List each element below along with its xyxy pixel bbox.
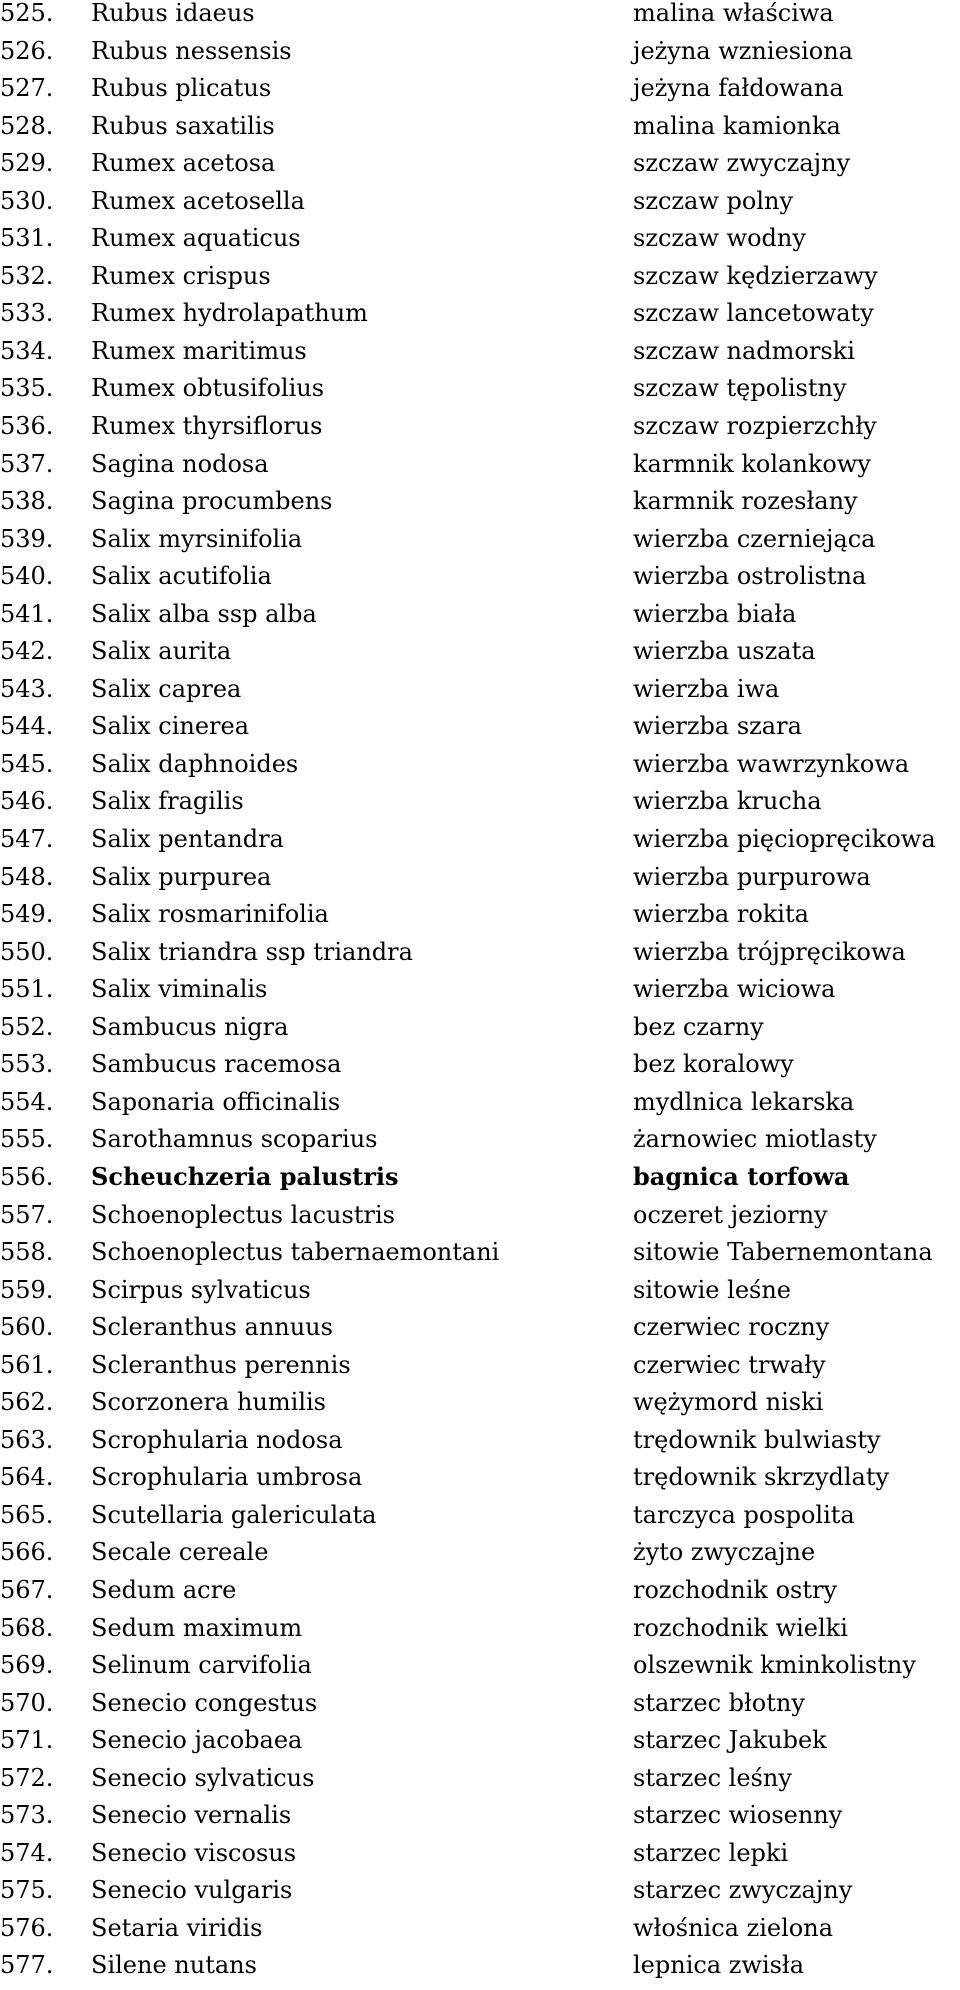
row-number: 567. bbox=[0, 1575, 54, 1604]
latin-name: Senecio viscosus bbox=[91, 1838, 297, 1867]
latin-name: Rumex obtusifolius bbox=[91, 374, 325, 403]
species-row bbox=[0, 1051, 960, 1089]
species-row bbox=[0, 1427, 960, 1465]
polish-name: wierzba czerniejąca bbox=[633, 524, 876, 553]
row-number: 555. bbox=[0, 1125, 54, 1154]
latin-name: Scleranthus annuus bbox=[91, 1313, 333, 1342]
polish-name: wężymord niski bbox=[633, 1388, 824, 1417]
polish-name: wierzba pięciopręcikowa bbox=[633, 825, 936, 854]
row-number: 540. bbox=[0, 562, 54, 591]
polish-name: starzec wiosenny bbox=[633, 1801, 843, 1830]
row-number: 541. bbox=[0, 599, 54, 628]
polish-name: sitowie Tabernemontana bbox=[633, 1238, 933, 1267]
row-number: 545. bbox=[0, 749, 54, 778]
species-row bbox=[0, 1126, 960, 1164]
latin-name: Rubus idaeus bbox=[91, 0, 255, 27]
row-number: 528. bbox=[0, 111, 54, 140]
latin-name: Rumex aquaticus bbox=[91, 224, 301, 253]
species-row bbox=[0, 413, 960, 451]
row-number: 525. bbox=[0, 0, 54, 27]
polish-name: bez czarny bbox=[633, 1012, 764, 1041]
row-number: 574. bbox=[0, 1838, 54, 1867]
polish-name: szczaw lancetowaty bbox=[633, 299, 874, 328]
species-row bbox=[0, 263, 960, 301]
species-row bbox=[0, 225, 960, 263]
polish-name: szczaw tępolistny bbox=[633, 374, 847, 403]
polish-name: rozchodnik wielki bbox=[633, 1613, 848, 1642]
polish-name: sitowie leśne bbox=[633, 1275, 791, 1304]
row-number: 538. bbox=[0, 487, 54, 516]
row-number: 570. bbox=[0, 1688, 54, 1717]
row-number: 554. bbox=[0, 1087, 54, 1116]
latin-name: Salix myrsinifolia bbox=[91, 524, 303, 553]
latin-name: Salix alba ssp alba bbox=[91, 599, 317, 628]
latin-name: Rumex hydrolapathum bbox=[91, 299, 368, 328]
latin-name: Scirpus sylvaticus bbox=[91, 1275, 311, 1304]
polish-name: włośnica zielona bbox=[633, 1913, 834, 1942]
species-row bbox=[0, 1539, 960, 1577]
latin-name: Scheuchzeria palustris bbox=[91, 1161, 399, 1191]
latin-name: Rumex acetosella bbox=[91, 186, 305, 215]
polish-name: olszewnik kminkolistny bbox=[633, 1651, 916, 1680]
row-number: 535. bbox=[0, 374, 54, 403]
row-number: 564. bbox=[0, 1463, 54, 1492]
polish-name: trędownik skrzydlaty bbox=[633, 1463, 890, 1492]
row-number: 548. bbox=[0, 862, 54, 891]
row-number: 566. bbox=[0, 1538, 54, 1567]
polish-name: mydlnica lekarska bbox=[633, 1087, 855, 1116]
latin-name: Secale cereale bbox=[91, 1538, 269, 1567]
polish-name: karmnik rozesłany bbox=[633, 487, 858, 516]
polish-name: jeżyna wzniesiona bbox=[633, 36, 853, 65]
latin-name: Salix caprea bbox=[91, 674, 242, 703]
species-row bbox=[0, 901, 960, 939]
latin-name: Rubus nessensis bbox=[91, 36, 292, 65]
row-number: 534. bbox=[0, 336, 54, 365]
polish-name: jeżyna fałdowana bbox=[633, 74, 844, 103]
polish-name: żarnowiec miotlasty bbox=[633, 1125, 877, 1154]
row-number: 575. bbox=[0, 1876, 54, 1905]
latin-name: Sedum maximum bbox=[91, 1613, 303, 1642]
species-row bbox=[0, 113, 960, 151]
species-row bbox=[0, 1915, 960, 1953]
row-number: 542. bbox=[0, 637, 54, 666]
species-row bbox=[0, 375, 960, 413]
species-row bbox=[0, 451, 960, 489]
latin-name: Scorzonera humilis bbox=[91, 1388, 326, 1417]
species-row bbox=[0, 1952, 960, 1990]
latin-name: Rumex maritimus bbox=[91, 336, 307, 365]
species-row bbox=[0, 150, 960, 188]
polish-name: czerwiec roczny bbox=[633, 1313, 830, 1342]
row-number: 576. bbox=[0, 1913, 54, 1942]
latin-name: Scrophularia nodosa bbox=[91, 1425, 343, 1454]
latin-name: Salix aurita bbox=[91, 637, 232, 666]
latin-name: Sambucus racemosa bbox=[91, 1050, 342, 1079]
polish-name: rozchodnik ostry bbox=[633, 1575, 838, 1604]
species-row bbox=[0, 563, 960, 601]
latin-name: Selinum carvifolia bbox=[91, 1651, 312, 1680]
species-row bbox=[0, 300, 960, 338]
species-row bbox=[0, 1352, 960, 1390]
row-number: 563. bbox=[0, 1425, 54, 1454]
species-row bbox=[0, 1464, 960, 1502]
latin-name: Scleranthus perennis bbox=[91, 1350, 351, 1379]
polish-name: wierzba krucha bbox=[633, 787, 822, 816]
latin-name: Salix triandra ssp triandra bbox=[91, 937, 413, 966]
latin-name: Sedum acre bbox=[91, 1575, 237, 1604]
row-number: 561. bbox=[0, 1350, 54, 1379]
species-row bbox=[0, 1877, 960, 1915]
species-row bbox=[0, 1277, 960, 1315]
latin-name: Salix cinerea bbox=[91, 712, 250, 741]
species-row bbox=[0, 75, 960, 113]
row-number: 546. bbox=[0, 787, 54, 816]
latin-name: Sagina nodosa bbox=[91, 449, 269, 478]
row-number: 529. bbox=[0, 149, 54, 178]
polish-name: trędownik bulwiasty bbox=[633, 1425, 881, 1454]
polish-name: szczaw nadmorski bbox=[633, 336, 855, 365]
species-row bbox=[0, 751, 960, 789]
row-number: 526. bbox=[0, 36, 54, 65]
species-row bbox=[0, 1202, 960, 1240]
polish-name: wierzba szara bbox=[633, 712, 802, 741]
polish-name: wierzba trójpręcikowa bbox=[633, 937, 906, 966]
row-number: 562. bbox=[0, 1388, 54, 1417]
row-number: 553. bbox=[0, 1050, 54, 1079]
polish-name: starzec błotny bbox=[633, 1688, 805, 1717]
polish-name: starzec lepki bbox=[633, 1838, 789, 1867]
latin-name: Senecio sylvaticus bbox=[91, 1763, 315, 1792]
latin-name: Salix viminalis bbox=[91, 975, 268, 1004]
species-row bbox=[0, 826, 960, 864]
polish-name: karmnik kolankowy bbox=[633, 449, 871, 478]
species-row bbox=[0, 976, 960, 1014]
row-number: 527. bbox=[0, 74, 54, 103]
species-row bbox=[0, 1239, 960, 1277]
polish-name: szczaw zwyczajny bbox=[633, 149, 851, 178]
latin-name: Rumex thyrsiflorus bbox=[91, 412, 323, 441]
latin-name: Sarothamnus scoparius bbox=[91, 1125, 378, 1154]
latin-name: Schoenoplectus lacustris bbox=[91, 1200, 395, 1229]
species-row bbox=[0, 601, 960, 639]
row-number: 572. bbox=[0, 1763, 54, 1792]
polish-name: starzec leśny bbox=[633, 1763, 792, 1792]
species-row bbox=[0, 1765, 960, 1803]
latin-name: Rumex crispus bbox=[91, 261, 271, 290]
species-row bbox=[0, 1840, 960, 1878]
polish-name: szczaw polny bbox=[633, 186, 794, 215]
latin-name: Scutellaria galericulata bbox=[91, 1500, 377, 1529]
species-row bbox=[0, 713, 960, 751]
row-number: 569. bbox=[0, 1651, 54, 1680]
row-number: 550. bbox=[0, 937, 54, 966]
species-row bbox=[0, 526, 960, 564]
polish-name: wierzba iwa bbox=[633, 674, 780, 703]
row-number: 543. bbox=[0, 674, 54, 703]
row-number: 560. bbox=[0, 1313, 54, 1342]
species-row bbox=[0, 1690, 960, 1728]
row-number: 557. bbox=[0, 1200, 54, 1229]
polish-name: starzec zwyczajny bbox=[633, 1876, 853, 1905]
polish-name: szczaw kędzierzawy bbox=[633, 261, 878, 290]
latin-name: Sagina procumbens bbox=[91, 487, 333, 516]
species-row bbox=[0, 338, 960, 376]
polish-name: starzec Jakubek bbox=[633, 1726, 827, 1755]
species-row bbox=[0, 638, 960, 676]
species-row bbox=[0, 1802, 960, 1840]
polish-name: malina właściwa bbox=[633, 0, 834, 27]
polish-name: czerwiec trwały bbox=[633, 1350, 826, 1379]
latin-name: Salix daphnoides bbox=[91, 749, 299, 778]
species-row bbox=[0, 38, 960, 76]
latin-name: Salix rosmarinifolia bbox=[91, 900, 329, 929]
species-row bbox=[0, 488, 960, 526]
latin-name: Salix fragilis bbox=[91, 787, 244, 816]
polish-name: szczaw wodny bbox=[633, 224, 806, 253]
polish-name: bez koralowy bbox=[633, 1050, 794, 1079]
row-number: 552. bbox=[0, 1012, 54, 1041]
latin-name: Senecio congestus bbox=[91, 1688, 318, 1717]
species-row bbox=[0, 1615, 960, 1653]
polish-name: wierzba ostrolistna bbox=[633, 562, 867, 591]
species-row bbox=[0, 1502, 960, 1540]
species-row bbox=[0, 1314, 960, 1352]
latin-name: Salix purpurea bbox=[91, 862, 272, 891]
row-number: 568. bbox=[0, 1613, 54, 1642]
row-number: 537. bbox=[0, 449, 54, 478]
species-row bbox=[0, 939, 960, 977]
row-number: 536. bbox=[0, 412, 54, 441]
row-number: 571. bbox=[0, 1726, 54, 1755]
polish-name: wierzba wiciowa bbox=[633, 975, 836, 1004]
polish-name: wierzba purpurowa bbox=[633, 862, 871, 891]
latin-name: Saponaria officinalis bbox=[91, 1087, 341, 1116]
row-number: 558. bbox=[0, 1238, 54, 1267]
row-number: 530. bbox=[0, 186, 54, 215]
latin-name: Senecio vulgaris bbox=[91, 1876, 293, 1905]
polish-name: oczeret jeziorny bbox=[633, 1200, 828, 1229]
species-row bbox=[0, 1089, 960, 1127]
species-row bbox=[0, 788, 960, 826]
polish-name: lepnica zwisła bbox=[633, 1951, 805, 1980]
species-row bbox=[0, 1577, 960, 1615]
row-number: 544. bbox=[0, 712, 54, 741]
polish-name: wierzba wawrzynkowa bbox=[633, 749, 910, 778]
polish-name: bagnica torfowa bbox=[633, 1161, 850, 1191]
latin-name: Senecio vernalis bbox=[91, 1801, 292, 1830]
row-number: 539. bbox=[0, 524, 54, 553]
latin-name: Rumex acetosa bbox=[91, 149, 276, 178]
species-row bbox=[0, 1727, 960, 1765]
row-number: 556. bbox=[0, 1162, 54, 1191]
species-row bbox=[0, 188, 960, 226]
latin-name: Rubus saxatilis bbox=[91, 111, 275, 140]
row-number: 559. bbox=[0, 1275, 54, 1304]
species-row bbox=[0, 1652, 960, 1690]
polish-name: wierzba biała bbox=[633, 599, 797, 628]
polish-name: żyto zwyczajne bbox=[633, 1538, 816, 1567]
row-number: 573. bbox=[0, 1801, 54, 1830]
latin-name: Salix pentandra bbox=[91, 825, 284, 854]
latin-name: Silene nutans bbox=[91, 1951, 257, 1980]
polish-name: wierzba rokita bbox=[633, 900, 809, 929]
row-number: 549. bbox=[0, 900, 54, 929]
latin-name: Setaria viridis bbox=[91, 1913, 263, 1942]
latin-name: Rubus plicatus bbox=[91, 74, 272, 103]
row-number: 551. bbox=[0, 975, 54, 1004]
species-row bbox=[0, 0, 960, 38]
row-number: 532. bbox=[0, 261, 54, 290]
latin-name: Sambucus nigra bbox=[91, 1012, 289, 1041]
species-row bbox=[0, 676, 960, 714]
polish-name: szczaw rozpierzchły bbox=[633, 412, 877, 441]
row-number: 565. bbox=[0, 1500, 54, 1529]
species-row bbox=[0, 864, 960, 902]
latin-name: Schoenoplectus tabernaemontani bbox=[91, 1238, 500, 1267]
latin-name: Senecio jacobaea bbox=[91, 1726, 303, 1755]
latin-name: Salix acutifolia bbox=[91, 562, 272, 591]
species-row bbox=[0, 1161, 960, 1202]
polish-name: tarczyca pospolita bbox=[633, 1500, 855, 1529]
latin-name: Scrophularia umbrosa bbox=[91, 1463, 363, 1492]
species-row bbox=[0, 1389, 960, 1427]
polish-name: wierzba uszata bbox=[633, 637, 816, 666]
species-row bbox=[0, 1014, 960, 1052]
row-number: 531. bbox=[0, 224, 54, 253]
row-number: 577. bbox=[0, 1951, 54, 1980]
polish-name: malina kamionka bbox=[633, 111, 841, 140]
row-number: 533. bbox=[0, 299, 54, 328]
row-number: 547. bbox=[0, 825, 54, 854]
